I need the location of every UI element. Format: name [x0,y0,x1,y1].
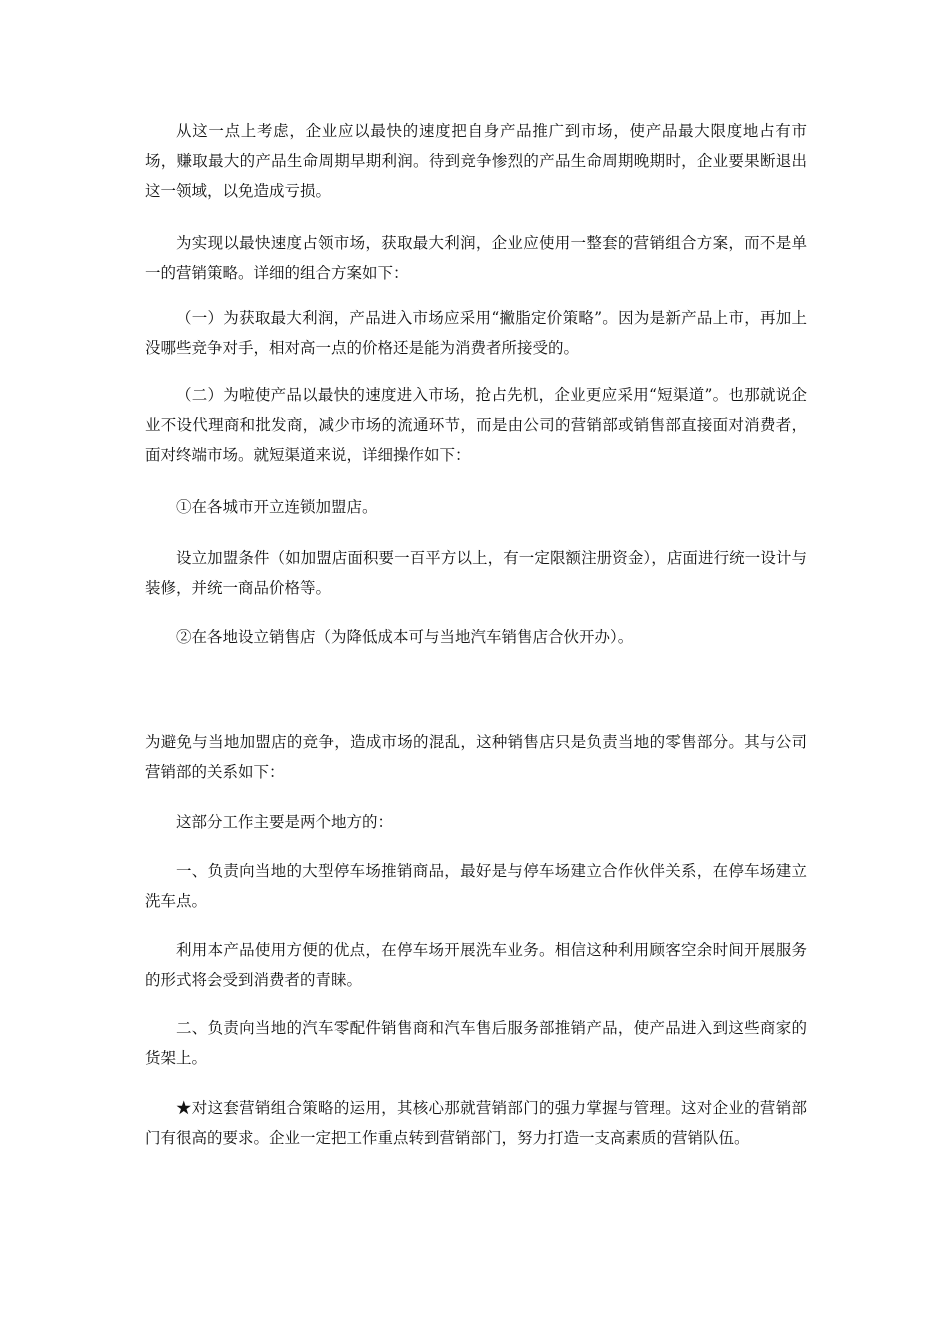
paragraph-11: 利用本产品使用方便的优点，在停车场开展洗车业务。相信这种利用顾客空余时间开展服务的形式将会受到消费者的青睐。 [145,941,807,989]
paragraph-10: 一、负责向当地的大型停车场推销商品，最好是与停车场建立合作伙伴关系，在停车场建立洗车点。 [145,862,807,910]
paragraph-2: 为实现以最快速度占领市场，获取最大利润，企业应使用一整套的营销组合方案，而不是单一的营销策略。详细的组合方案如下： [145,234,807,282]
paragraph-12: 二、负责向当地的汽车零配件销售商和汽车售后服务部推销产品，使产品进入到这些商家的货架上。 [145,1019,807,1067]
paragraph-1: 从这一点上考虑，企业应以最快的速度把自身产品推广到市场，使产品最大限度地占有市场，赚取最大的产品生命周期早期利润。待到竞争惨烈的产品生命周期晚期时，企业要果断退出这一领域，以免造成亏损。 [145,122,807,200]
paragraph-6: 设立加盟条件（如加盟店面积要一百平方以上，有一定限额注册资金），店面进行统一设计与装修，并统一商品价格等。 [145,549,807,597]
paragraph-4: （二）为啦使产品以最快的速度进入市场，抢占先机，企业更应采用“短渠道”。也那就说企业不设代理商和批发商，减少市场的流通环节，而是由公司的营销部或销售部直接面对消费者，面对终端市场。就短渠道来说，详细操作如下： [145,386,807,464]
paragraph-8: 为避免与当地加盟店的竞争，造成市场的混乱，这种销售店只是负责当地的零售部分。其与公司营销部的关系如下： [145,733,807,781]
paragraph-3: （一）为获取最大利润，产品进入市场应采用“撇脂定价策略”。因为是新产品上市，再加上没哪些竞争对手，相对高一点的价格还是能为消费者所接受的。 [145,309,807,357]
paragraph-9: 这部分工作主要是两个地方的： [176,813,394,831]
paragraph-5: ①在各城市开立连锁加盟店。 [176,498,378,516]
paragraph-7: ②在各地设立销售店（为降低成本可与当地汽车销售店合伙开办）。 [176,628,634,646]
paragraph-13: ★对这套营销组合策略的运用，其核心那就营销部门的强力掌握与管理。这对企业的营销部门有很高的要求。企业一定把工作重点转到营销部门，努力打造一支高素质的营销队伍。 [145,1099,807,1147]
